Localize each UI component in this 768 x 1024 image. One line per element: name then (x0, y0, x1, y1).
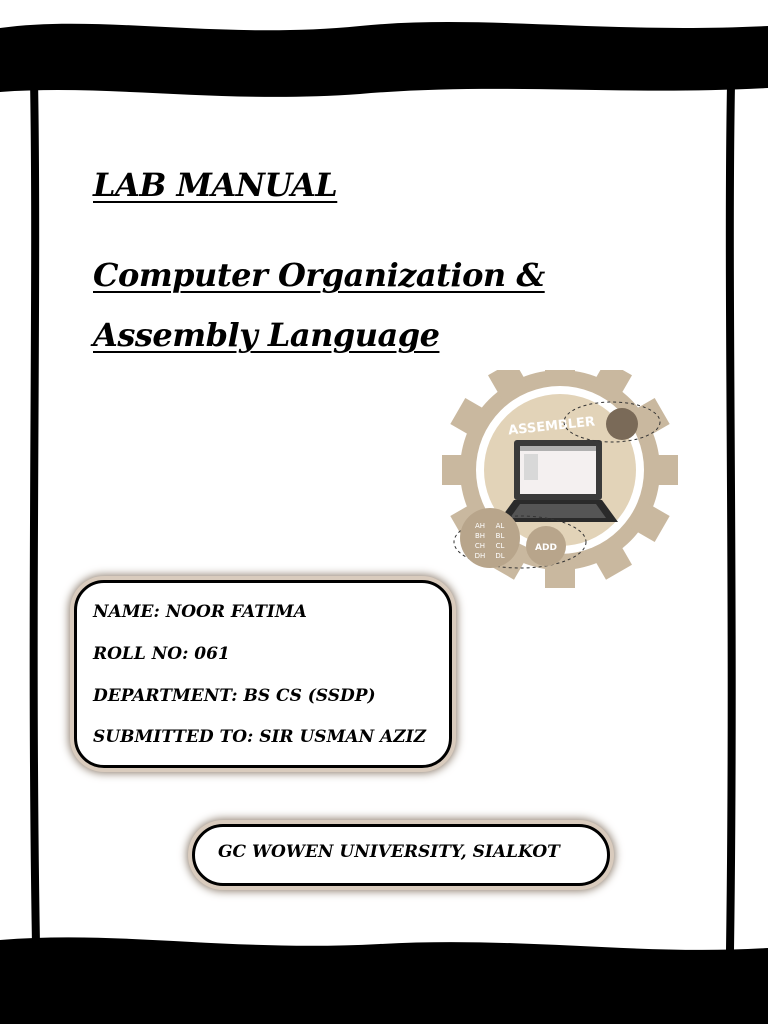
left-border (34, 80, 36, 945)
node-top (606, 408, 638, 440)
svg-text:BH: BH (474, 532, 486, 540)
lab-manual-title: LAB MANUAL (93, 166, 338, 204)
laptop-icon (498, 440, 618, 522)
subject-title-line-1: Computer Organization & (93, 256, 545, 294)
student-name: NAME: NOOR FATIMA (93, 602, 307, 622)
svg-text:DL: DL (495, 552, 505, 560)
logo-label: ASSEMBLER (507, 414, 596, 439)
svg-text:DH: DH (474, 552, 486, 560)
assembler-logo (440, 370, 680, 590)
submitted-to: SUBMITTED TO: SIR USMAN AZIZ (93, 727, 427, 747)
roll-number: ROLL NO: 061 (93, 644, 230, 664)
svg-text:AH: AH (474, 522, 486, 530)
top-band (0, 22, 768, 97)
right-border (730, 85, 732, 950)
subject-title-line-2: Assembly Language (93, 316, 440, 354)
svg-text:ADD: ADD (535, 543, 557, 553)
svg-text:CL: CL (495, 542, 505, 550)
svg-text:AL: AL (495, 522, 505, 530)
svg-text:BL: BL (495, 532, 505, 540)
university-name: GC WOWEN UNIVERSITY, SIALKOT (218, 842, 560, 862)
bottom-band (0, 937, 768, 1024)
svg-text:CH: CH (474, 542, 486, 550)
department: DEPARTMENT: BS CS (SSDP) (93, 686, 376, 706)
register-node (460, 508, 520, 568)
